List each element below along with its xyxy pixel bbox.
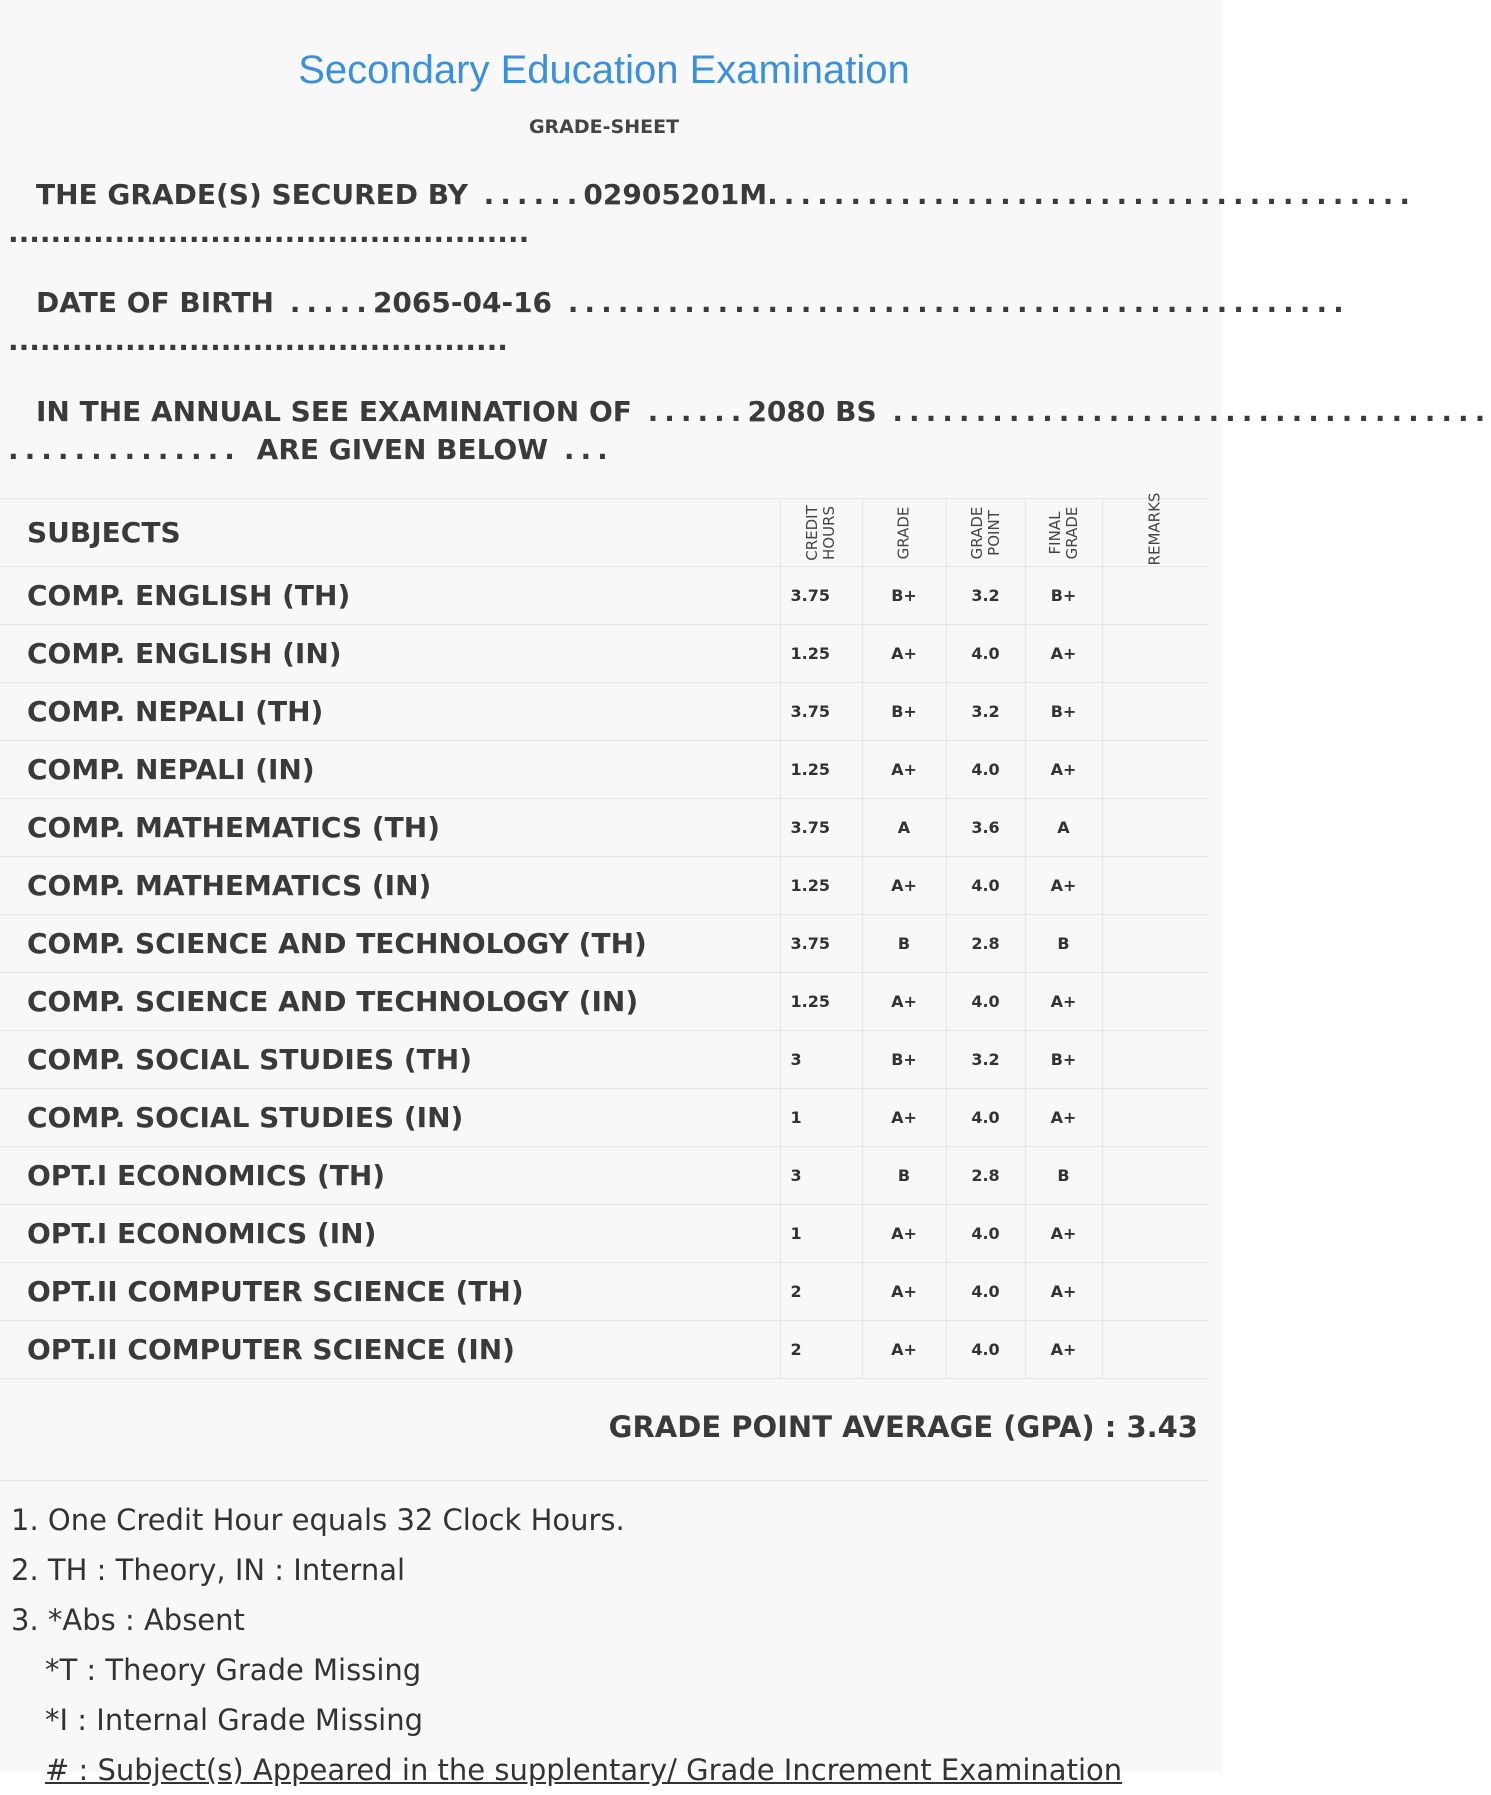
credit-hours-cell: 1 xyxy=(780,1089,862,1147)
remarks-header xyxy=(1102,492,1208,567)
grade-cell: A xyxy=(862,799,946,857)
credit-hours-header-line1: CREDIT xyxy=(803,504,821,561)
grade-cell: A+ xyxy=(862,1205,946,1263)
remarks-cell xyxy=(1102,1089,1208,1147)
subject-cell: OPT.II COMPUTER SCIENCE (TH) xyxy=(0,1263,780,1321)
subject-cell: COMP. MATHEMATICS (TH) xyxy=(0,799,780,857)
table-row xyxy=(0,1205,1208,1263)
remarks-cell xyxy=(1102,625,1208,683)
table-row xyxy=(0,1031,1208,1089)
remarks-cell xyxy=(1102,973,1208,1031)
table-row xyxy=(0,1321,1208,1379)
final-grade-header-line1: FINAL xyxy=(1045,511,1064,554)
credit-hours-cell: 1.25 xyxy=(780,857,862,915)
grade-cell: A+ xyxy=(862,1263,946,1321)
grade-header-label: GRADE xyxy=(894,506,913,559)
grade-cell: A+ xyxy=(862,625,946,683)
grade-cell: B xyxy=(862,915,946,973)
subject-cell: COMP. SOCIAL STUDIES (IN) xyxy=(0,1089,780,1147)
table-row xyxy=(0,1147,1208,1205)
credit-hours-cell: 2 xyxy=(780,1321,862,1379)
secured-by-line: THE GRADE(S) SECURED BY ......02905201M....................................... ................................................. xyxy=(8,178,1416,249)
credit-hours-header xyxy=(780,499,862,567)
credit-hours-cell: 2 xyxy=(780,1263,862,1321)
remarks-cell xyxy=(1102,1263,1208,1321)
credit-hours-cell: 3.75 xyxy=(780,567,862,625)
grade-point-cell: 4.0 xyxy=(946,857,1025,915)
final-grade-cell: B+ xyxy=(1025,567,1102,625)
subject-cell: OPT.I ECONOMICS (IN) xyxy=(0,1205,780,1263)
grade-cell: A+ xyxy=(862,1089,946,1147)
grade-point-cell: 4.0 xyxy=(946,625,1025,683)
grade-point-cell: 4.0 xyxy=(946,973,1025,1031)
table-row xyxy=(0,683,1208,741)
grade-point-cell: 3.2 xyxy=(946,1031,1025,1089)
subject-cell: COMP. NEPALI (TH) xyxy=(0,683,780,741)
credit-hours-header-line2: HOURS xyxy=(820,505,838,560)
final-grade-cell: B xyxy=(1025,1147,1102,1205)
date-of-birth-value: 2065-04-16 xyxy=(372,286,553,319)
table-row xyxy=(0,915,1208,973)
grade-cell: B xyxy=(862,1147,946,1205)
grade-cell: A+ xyxy=(862,741,946,799)
subject-cell: OPT.I ECONOMICS (TH) xyxy=(0,1147,780,1205)
final-grade-cell: B+ xyxy=(1025,1031,1102,1089)
final-grade-cell: A+ xyxy=(1025,741,1102,799)
note-theory-missing: *T : Theory Grade Missing xyxy=(45,1653,422,1687)
subject-cell: OPT.II COMPUTER SCIENCE (IN) xyxy=(0,1321,780,1379)
date-of-birth-label: DATE OF BIRTH xyxy=(36,286,274,319)
grade-point-header xyxy=(946,499,1025,567)
credit-hours-cell: 3.75 xyxy=(780,799,862,857)
remarks-cell xyxy=(1102,741,1208,799)
subject-cell: COMP. SOCIAL STUDIES (TH) xyxy=(0,1031,780,1089)
table-row xyxy=(0,1089,1208,1147)
table-row xyxy=(0,1263,1208,1321)
final-grade-cell: A+ xyxy=(1025,857,1102,915)
final-grade-header xyxy=(1025,499,1102,567)
final-grade-cell: B xyxy=(1025,915,1102,973)
gpa-label: GRADE POINT AVERAGE (GPA) : xyxy=(608,1410,1117,1444)
subjects-header: SUBJECTS xyxy=(0,499,780,567)
remarks-header-label: REMARKS xyxy=(1145,492,1164,566)
subject-cell: COMP. MATHEMATICS (IN) xyxy=(0,857,780,915)
grade-cell: A+ xyxy=(862,1321,946,1379)
secured-by-value: 02905201M xyxy=(583,178,768,211)
grade-point-cell: 3.6 xyxy=(946,799,1025,857)
credit-hours-cell: 1.25 xyxy=(780,973,862,1031)
page-subtitle: GRADE-SHEET xyxy=(528,116,680,138)
credit-hours-cell: 1.25 xyxy=(780,741,862,799)
note-supplementary: # : Subject(s) Appeared in the supplentary/ Grade Increment Examination xyxy=(45,1753,1123,1787)
grade-point-cell: 2.8 xyxy=(946,915,1025,973)
grade-cell: B+ xyxy=(862,1031,946,1089)
grade-cell: B+ xyxy=(862,567,946,625)
note-absent: 3. *Abs : Absent xyxy=(11,1603,245,1637)
exam-line: IN THE ANNUAL SEE EXAMINATION OF ......2080 BS .................................... .............. ARE GIVEN BELOW ... xyxy=(8,395,1491,466)
grade-cell: A+ xyxy=(862,857,946,915)
exam-value: 2080 BS xyxy=(747,395,877,428)
remarks-cell xyxy=(1102,799,1208,857)
exam-label: IN THE ANNUAL SEE EXAMINATION OF xyxy=(36,395,632,428)
final-grade-cell: B+ xyxy=(1025,683,1102,741)
credit-hours-cell: 1 xyxy=(780,1205,862,1263)
subject-cell: COMP. ENGLISH (TH) xyxy=(0,567,780,625)
subject-cell: COMP. ENGLISH (IN) xyxy=(0,625,780,683)
table-row xyxy=(0,741,1208,799)
grade-point-cell: 4.0 xyxy=(946,1321,1025,1379)
grade-point-cell: 4.0 xyxy=(946,1089,1025,1147)
final-grade-cell: A+ xyxy=(1025,1263,1102,1321)
remarks-cell xyxy=(1102,1147,1208,1205)
grade-point-cell: 4.0 xyxy=(946,741,1025,799)
grade-point-cell: 3.2 xyxy=(946,683,1025,741)
table-header-row xyxy=(0,499,1208,567)
date-of-birth-line: DATE OF BIRTH .....2065-04-16 ............................................... ............................................... xyxy=(8,286,1350,357)
grade-point-cell: 4.0 xyxy=(946,1205,1025,1263)
page-title: Secondary Education Examination xyxy=(298,48,910,92)
final-grade-cell: A+ xyxy=(1025,1205,1102,1263)
credit-hours-cell: 3 xyxy=(780,1147,862,1205)
final-grade-cell: A+ xyxy=(1025,1089,1102,1147)
table-row xyxy=(0,625,1208,683)
note-internal-missing: *I : Internal Grade Missing xyxy=(45,1703,424,1737)
gpa-line xyxy=(0,1410,1198,1444)
grade-point-header-line1: GRADE xyxy=(967,506,986,559)
note-credit-hour: 1. One Credit Hour equals 32 Clock Hours. xyxy=(11,1503,625,1537)
remarks-cell xyxy=(1102,567,1208,625)
subject-cell: COMP. NEPALI (IN) xyxy=(0,741,780,799)
given-below-text: ARE GIVEN BELOW xyxy=(256,433,549,466)
final-grade-cell: A+ xyxy=(1025,625,1102,683)
final-grade-cell: A+ xyxy=(1025,1321,1102,1379)
grade-point-cell: 3.2 xyxy=(946,567,1025,625)
credit-hours-cell: 1.25 xyxy=(780,625,862,683)
notes-section xyxy=(11,1495,1122,1795)
table-row xyxy=(0,973,1208,1031)
remarks-cell xyxy=(1102,915,1208,973)
grades-table xyxy=(0,492,1208,1379)
remarks-cell xyxy=(1102,683,1208,741)
gpa-value: 3.43 xyxy=(1126,1410,1198,1444)
grade-header xyxy=(862,499,946,567)
subject-cell: COMP. SCIENCE AND TECHNOLOGY (IN) xyxy=(0,973,780,1031)
remarks-cell xyxy=(1102,857,1208,915)
final-grade-cell: A xyxy=(1025,799,1102,857)
final-grade-cell: A+ xyxy=(1025,973,1102,1031)
gpa-divider xyxy=(0,1480,1208,1481)
grade-point-header-line2: POINT xyxy=(984,509,1003,556)
credit-hours-cell: 3.75 xyxy=(780,915,862,973)
table-row xyxy=(0,799,1208,857)
remarks-cell xyxy=(1102,1031,1208,1089)
grade-cell: B+ xyxy=(862,683,946,741)
remarks-cell xyxy=(1102,1205,1208,1263)
credit-hours-cell: 3 xyxy=(780,1031,862,1089)
grade-point-cell: 4.0 xyxy=(946,1263,1025,1321)
table-row xyxy=(0,567,1208,625)
secured-by-label: THE GRADE(S) SECURED BY xyxy=(36,178,468,211)
subject-cell: COMP. SCIENCE AND TECHNOLOGY (TH) xyxy=(0,915,780,973)
grade-cell: A+ xyxy=(862,973,946,1031)
grade-point-cell: 2.8 xyxy=(946,1147,1025,1205)
credit-hours-cell: 3.75 xyxy=(780,683,862,741)
final-grade-header-line2: GRADE xyxy=(1062,506,1081,559)
table-row xyxy=(0,857,1208,915)
remarks-cell xyxy=(1102,1321,1208,1379)
note-th-in: 2. TH : Theory, IN : Internal xyxy=(11,1553,406,1587)
